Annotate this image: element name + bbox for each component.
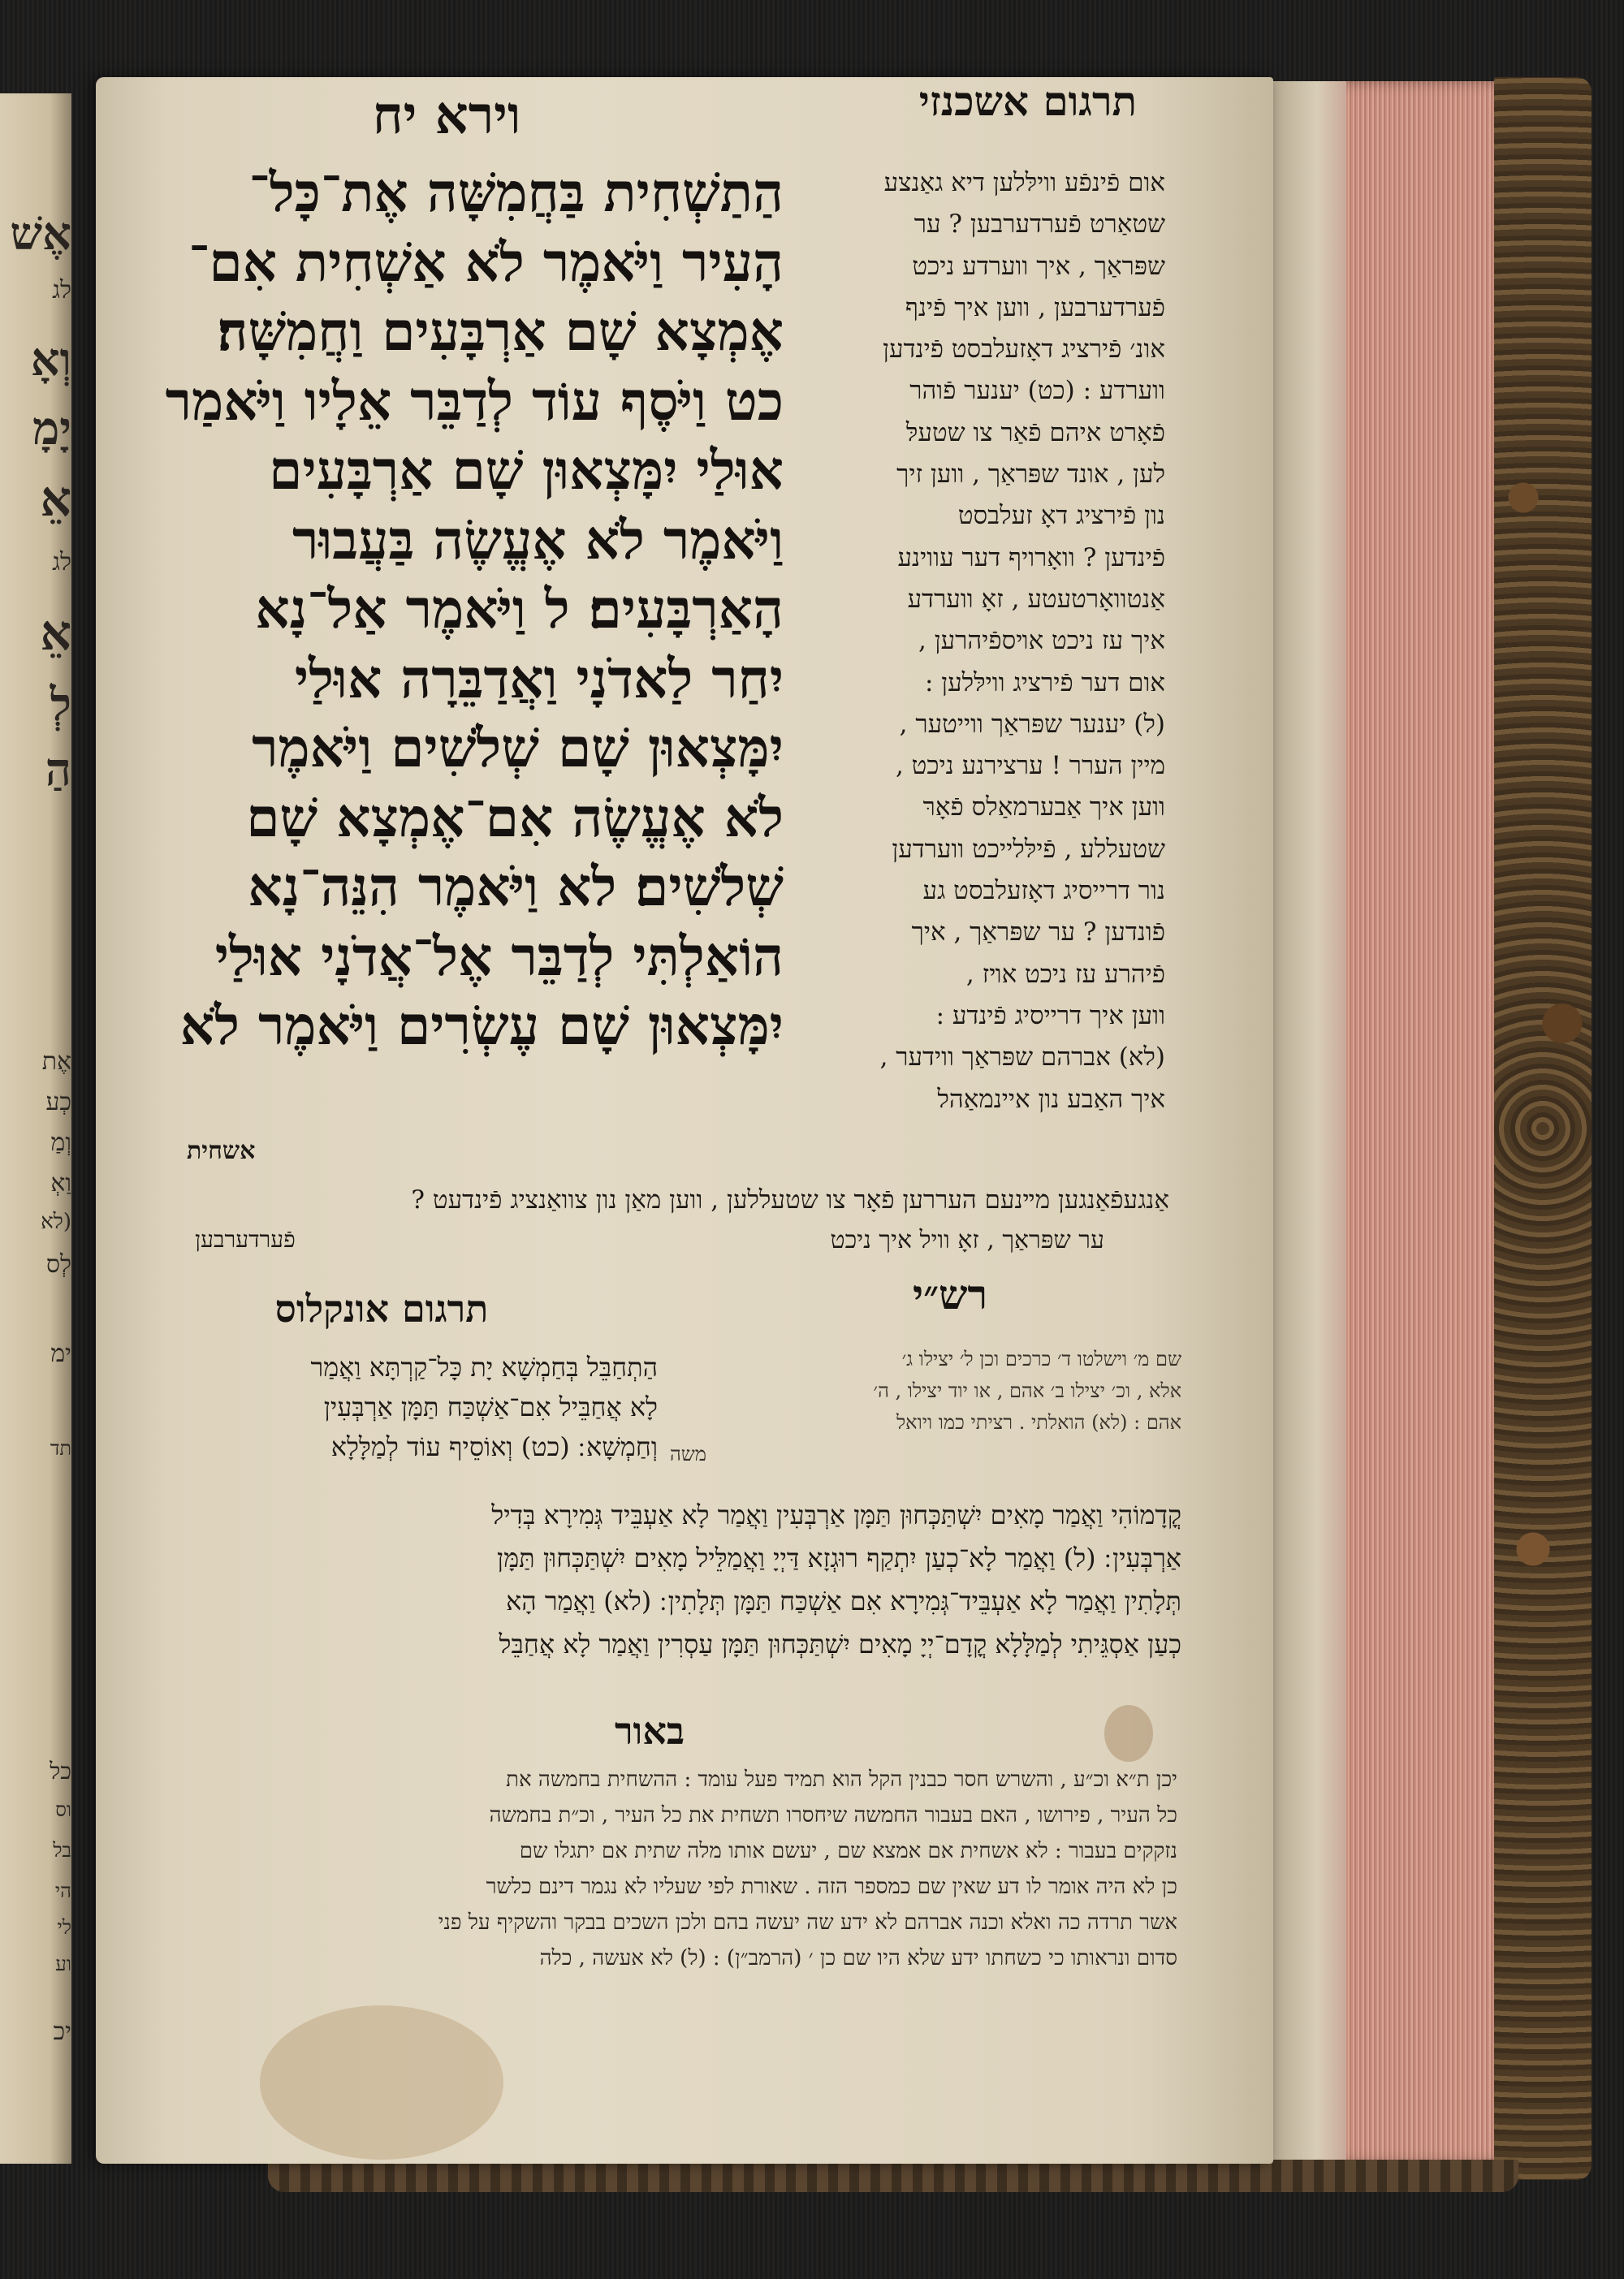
biur-line: נזקקים בעבור : לא אשחית אם אמצא שם , יעשם אותו מלה שתית אם יתגלו שם [519,1839,1177,1863]
yiddish-line: פֿיהרע עז ניכט אױז , [965,959,1165,989]
yiddish-line: שטאַרט פֿערדערבען ? ער [914,209,1165,240]
biur-line: יכן ת״א וכ״ע , והשרש חסר כבנין הקל הוא תמיד פעל עומד : ההשחית בחמשה את [506,1768,1177,1792]
yiddish-line: ווערדע : (כט) יענער פֿוהר [909,376,1165,406]
main-text-line: הַתַשְׁחִית בַּחֲמִשָּׁה אֶת־כָּל־ [248,161,784,224]
onkelos-full-line: אַרְבְּעִין ׃ (ל) וַאֲמַר לָא־כְעַן יִתְקַף רוּגְזָא דַּיְיָ וַאֲמַלֵּיל מָאִים יִשְׁתַּכְּחוּן תַּמָּן [497,1543,1181,1573]
yiddish-catchword: פֿערדערבען [195,1226,296,1253]
yiddish-line: פֿאָרט איהם פֿאַר צו שטעלּ [905,417,1165,447]
biur-commentary [122,1762,1177,1976]
onkelos-full-line: קֳדָמוֹהִי וַאֲמַר מָאִים יִשְׁתַּכְּחוּן תַּמָּן אַרְבְּעִין וַאֲמַר לָא אַעְבֵּיד גְּמִירָא בְּדִיל [491,1500,1181,1530]
left-fragment: וַאְ [50,1169,71,1198]
yiddish-line: שפּראַך , איך ווערדע ניכט [912,251,1165,281]
left-fragment: לי [57,1916,71,1939]
yiddish-line: מיין הערר ! ערצירנע ניכט , [895,751,1165,781]
yiddish-full-line: אַנגעפֿאַנגען מײנעם העררען פֿאָר צו שטעללען , ווען מאַן נון צוואַנציג פֿינדעט ? [411,1185,1169,1215]
onkelos-heading: תרגום אונקלוס [274,1287,489,1331]
main-text-line: יִמָּצְאוּן שָׁם עֶשְׂרִים וַיֹּאמֶר לֹא [179,994,784,1057]
water-stain [260,2005,503,2160]
yiddish-line: ווען איך אַבערמאַלס פֿאָרּ [922,792,1165,822]
onkelos-full-line: תְּלָתִין וַאֲמַר לָא אַעְבֵּיד־גְּמִירָא אִם אַשְׁכַּח תַּמָּן תְּלָתִין ׃ (לא) וַאֲמַר הָא [506,1586,1181,1616]
onkelos-column [126,1348,658,1467]
left-fragment: וְמַ [50,1129,71,1157]
left-fragment: כל [50,1758,71,1785]
rashi-heading: רש״י [912,1271,988,1319]
yiddish-line: אַנטוואָרטעטע , זאָ ווערדע [907,584,1165,614]
yiddish-line: (לא) אברהם שפּראַך ווידער , [879,1042,1165,1073]
left-page-edge [0,93,71,2164]
main-text-line: הָאַרְבָּעִים׃ ל וַיֹּאמֶר אַל־נָא [255,577,784,641]
left-fragment: אֶשׁ [10,207,71,261]
marbled-cover [1494,77,1592,2180]
left-fragment: לג [52,548,71,576]
main-text-line: לֹא אֶעֱשֶׂה אִם־אֶמְצָא שָׁם [246,785,784,849]
left-fragment: ימ [50,1340,71,1368]
rashi-line: שם מ׳ וישלטו ד׳ כרכים וכן ל׳ יצילו ג׳ [901,1348,1181,1370]
rashi-commentary [670,1344,1181,1470]
main-catchword: אשחית [187,1137,256,1165]
main-text-line: וַיֹּאמֶר לֹא אֶעֱשֶׂה בַּעֲבוּר [292,507,784,572]
yiddish-line: פֿינדען ? וואָרויף דער עווינע [897,542,1165,572]
yiddish-line: נון פֿירציג דאָ זעלבסט [957,501,1165,531]
yiddish-line: אום דער פֿירציג ווילּלען : [924,667,1165,697]
yiddish-line: אונ׳ פֿירציג דאָזעלבסט פֿינדען [883,335,1165,365]
page-gutter [1273,81,1346,2164]
yiddish-line: אום פֿינפֿע ווילּלען דיא גאַנצע [883,168,1165,197]
main-text-line: כט וַיֹּסֶף עוֹד לְדַבֵּר אֵלָיו וַיֹּאמַר [165,369,784,433]
biur-heading: באור [614,1709,685,1753]
left-fragment: וס [55,1798,71,1821]
main-text-line: הָעִיר וַיֹּאמֶר לֹא אַשְׁחִית אִם־ [188,230,784,294]
main-text-line: שְׁלֹשִׁים׃ לא וַיֹּאמֶר הִנֵּה־נָא [248,855,784,918]
yiddish-line: (ל) יענער שפּראַך ווייטער , [899,709,1165,739]
main-text-line: אוּלַי יִמָּצְאוּן שָׁם אַרְבָּעִים [269,438,784,502]
left-fragment: הַ [45,743,71,796]
main-text-line: הוֹאַלְתִּי לְדַבֵּר אֶל־אֲדֹנָי אוּלַי [214,924,784,988]
left-fragment: לְ [50,678,71,732]
left-fragment: יָמָ [32,402,71,455]
onkelos-full-line: כְעַן אַסְגֵּיתִי לְמַלָּלָא קֳדָם־יְיָ מָאִים יִשְׁתַּכְּחוּן תַּמָּן עַסְרִין וַאֲמַר לָא אֲחַבֵּל [499,1629,1181,1660]
left-fragment: תד [50,1437,71,1460]
rashi-line: משה [670,1443,707,1465]
left-fragment: לג [52,276,71,304]
left-fragment: הי [54,1880,71,1902]
cover-bottom-edge [268,2160,1518,2192]
yiddish-line: ווען איך דרייסיג פֿינדע : [935,1000,1165,1030]
header-right-title: תרגום אשכנזי [918,77,1137,125]
yiddish-line: שטעללע , פֿילּלייכט ווערדען [892,834,1165,864]
left-fragment: אֶת [41,1047,71,1076]
onkelos-line: הַתְחַבֵּל בְּחַמְשָׁא יָת כָּל־קַרְתָּא וַאֲמַר [310,1352,658,1383]
yiddish-line-b: ער שפּראַך , זאָ וויל איך ניכט [830,1226,1104,1254]
foxing-spot [1104,1705,1153,1762]
biur-line: אשר תרדה כה ואלא וכנה אברהם לא ידע שה יעשה בהם ולכן השכים בבקר והשקיף על פני [438,1910,1177,1935]
onkelos-full-lines [126,1494,1181,1666]
yiddish-line: איך האַבע נון איינמאַהל [937,1084,1165,1114]
biur-line: סדום ונראותו כי כשחתו ידע שלא היו שם כן ׳ (הרמב״ן) : (ל) לא אעשה , כלה [539,1946,1177,1970]
main-text-line: אֶמְצָא שָׁם אַרְבָּעִים וַחֲמִשָּׁה׃ [217,300,784,363]
yiddish-line: נור דרייסיג דאָזעלבסט גע [922,876,1165,906]
left-fragment: אֵ [40,605,71,662]
rashi-line: אלא , וכ׳ יצילו ב׳ אהם , או יוד יצילו , ה׳ [873,1379,1181,1402]
left-fragment: אֵ [40,471,71,528]
left-fragment: וְאָ [30,333,71,386]
yiddish-line: פֿערדערבען , ווען איך פֿינף [905,292,1165,322]
main-text-line: יִמָּצְאוּן שָׁם שְׁלֹשִׁים וַיֹּאמֶר [252,716,784,779]
onkelos-line: לָא אֲחַבֵּיל אִם־אַשְׁכַּח תַּמָּן אַרְבְּעִין [323,1392,658,1422]
header-left-title: וירא יח [372,85,521,146]
biur-line: כל העיר , פירושו , האם בעבור החמשה שיחסרו תשחית את כל העיר , וכ״ת בחמשה [489,1803,1177,1828]
left-fragment: וע [55,1953,71,1975]
left-fragment: יכ [53,2018,71,2046]
rashi-line: אהם : (לא) הואלתי . רציתי כמו ויואל [896,1411,1181,1434]
left-fragment: כְע [45,1088,71,1116]
yiddish-translation-column [800,162,1165,1120]
main-text-line: יִחַר לַאדֹנָי וַאֲדַבֵּרָה אוּלַי [294,646,784,710]
onkelos-line: וְחַמְשָׁא ׃ (כט) וְאוֹסֵיף עוֹד לְמַלָּלָא [330,1431,658,1462]
yiddish-line: איך עז ניכט אױספֿיהרען , [918,626,1165,656]
main-hebrew-text [122,158,784,1061]
left-fragment: בל [53,1839,71,1862]
yiddish-line: פֿונדען ? ער שפּראַך , איך [911,917,1165,947]
left-fragment: (לא [41,1210,71,1234]
biur-line: כן לא היה אומר לו דע שאין שם כמספר הזה . שאורת לפי שעליו לא נגמר דינם כלשר [486,1875,1177,1899]
left-fragment: לְס [45,1250,71,1279]
yiddish-line: לען , אונד שפּראַך , ווען זיך [896,460,1165,490]
